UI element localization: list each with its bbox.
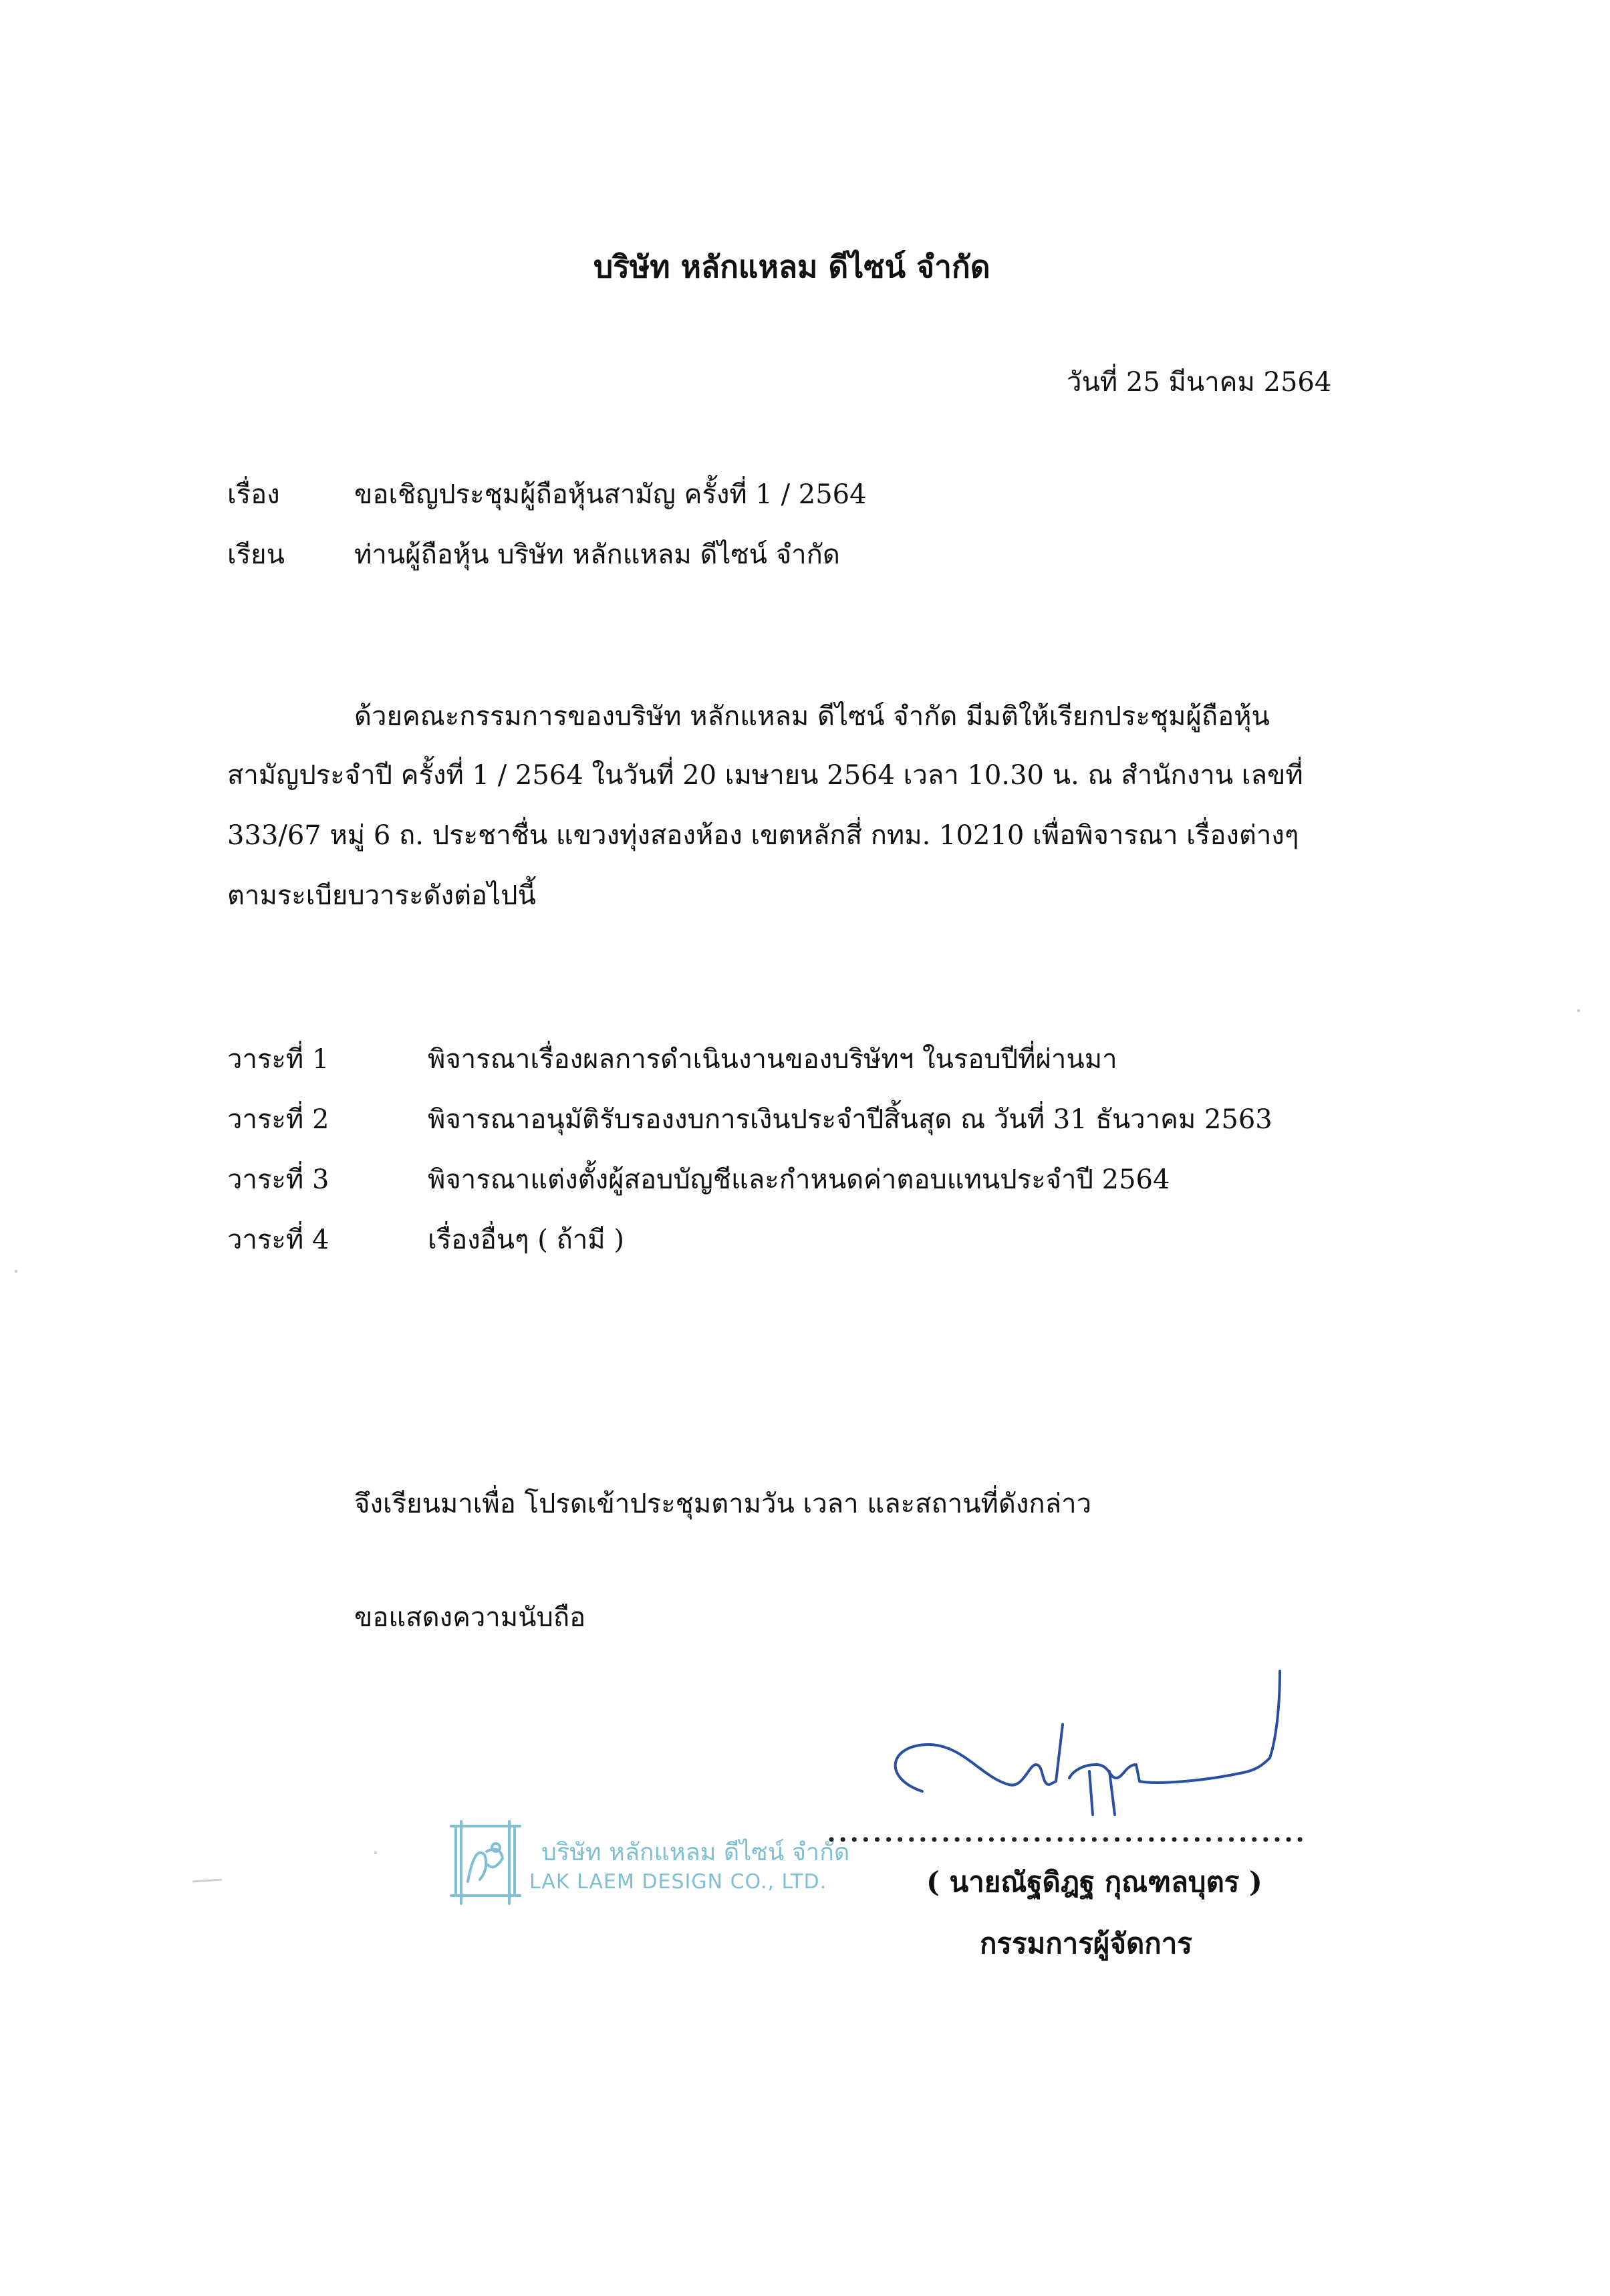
signature-dotted-line bbox=[829, 1835, 1310, 1844]
body-line-2: สามัญประจำปี ครั้งที่ 1 / 2564 ในวันที่ 20 เมษายน 2564 เวลา 10.30 น. ณ สำนักงาน เลขที่ bbox=[227, 760, 1303, 791]
agenda-text-4: เรื่องอื่นๆ ( ถ้ามี ) bbox=[428, 1225, 624, 1255]
scan-mark bbox=[192, 1878, 222, 1882]
closing-invitation: จึงเรียนมาเพื่อ โปรดเข้าประชุมตามวัน เวลา และสถานที่ดังกล่าว bbox=[354, 1489, 1092, 1519]
subject-text: ขอเชิญประชุมผู้ถือหุ้นสามัญ ครั้งที่ 1 / 2564 bbox=[354, 479, 867, 510]
recipient-label: เรียน bbox=[227, 539, 285, 570]
scan-speck bbox=[15, 1270, 17, 1273]
handwritten-signature bbox=[869, 1664, 1323, 1831]
agenda-label-3: วาระที่ 3 bbox=[227, 1164, 329, 1195]
agenda-label-2: วาระที่ 2 bbox=[227, 1104, 329, 1135]
recipient-text: ท่านผู้ถือหุ้น บริษัท หลักแหลม ดีไซน์ จำกัด bbox=[354, 539, 840, 570]
agenda-text-1: พิจารณาเรื่องผลการดำเนินงานของบริษัทฯ ในรอบปีที่ผ่านมา bbox=[428, 1044, 1117, 1075]
agenda-label-4: วาระที่ 4 bbox=[227, 1225, 329, 1255]
stamp-english-text: LAK LAEM DESIGN CO., LTD. bbox=[529, 1870, 827, 1894]
body-line-4: ตามระเบียบวาระดังต่อไปนี้ bbox=[227, 880, 536, 911]
company-title: บริษัท หลักแหลม ดีไซน์ จำกัด bbox=[593, 249, 990, 285]
company-stamp bbox=[448, 1818, 850, 1908]
scan-speck bbox=[1577, 1009, 1580, 1012]
agenda-text-2: พิจารณาอนุมัติรับรองงบการเงินประจำปีสิ้นสุด ณ วันที่ 31 ธันวาคม 2563 bbox=[428, 1104, 1272, 1135]
body-line-1: ด้วยคณะกรรมการของบริษัท หลักแหลม ดีไซน์ จำกัด มีมติให้เรียกประชุมผู้ถือหุ้น bbox=[354, 701, 1270, 732]
signatory-position: กรรมการผู้จัดการ bbox=[980, 1927, 1192, 1960]
company-logo-icon bbox=[448, 1818, 525, 1908]
stamp-thai-text: บริษัท หลักแหลม ดีไซน์ จำกัด bbox=[541, 1839, 850, 1866]
subject-label: เรื่อง bbox=[227, 479, 280, 510]
letter-date: วันที่ 25 มีนาคม 2564 bbox=[1067, 367, 1332, 398]
agenda-text-3: พิจารณาแต่งตั้งผู้สอบบัญชีและกำหนดค่าตอบแทนประจำปี 2564 bbox=[428, 1164, 1170, 1195]
scan-speck bbox=[374, 1852, 377, 1854]
signatory-name: ( นายณัฐดิฎฐ กุณฑลบุตร ) bbox=[926, 1866, 1262, 1898]
body-line-3: 333/67 หมู่ 6 ถ. ประชาชื่น แขวงทุ่งสองห้อง เขตหลักสี่ กทม. 10210 เพื่อพิจารณา เรื่องต่างๆ bbox=[227, 820, 1299, 851]
agenda-label-1: วาระที่ 1 bbox=[227, 1044, 329, 1075]
closing-regards: ขอแสดงความนับถือ bbox=[354, 1602, 586, 1633]
